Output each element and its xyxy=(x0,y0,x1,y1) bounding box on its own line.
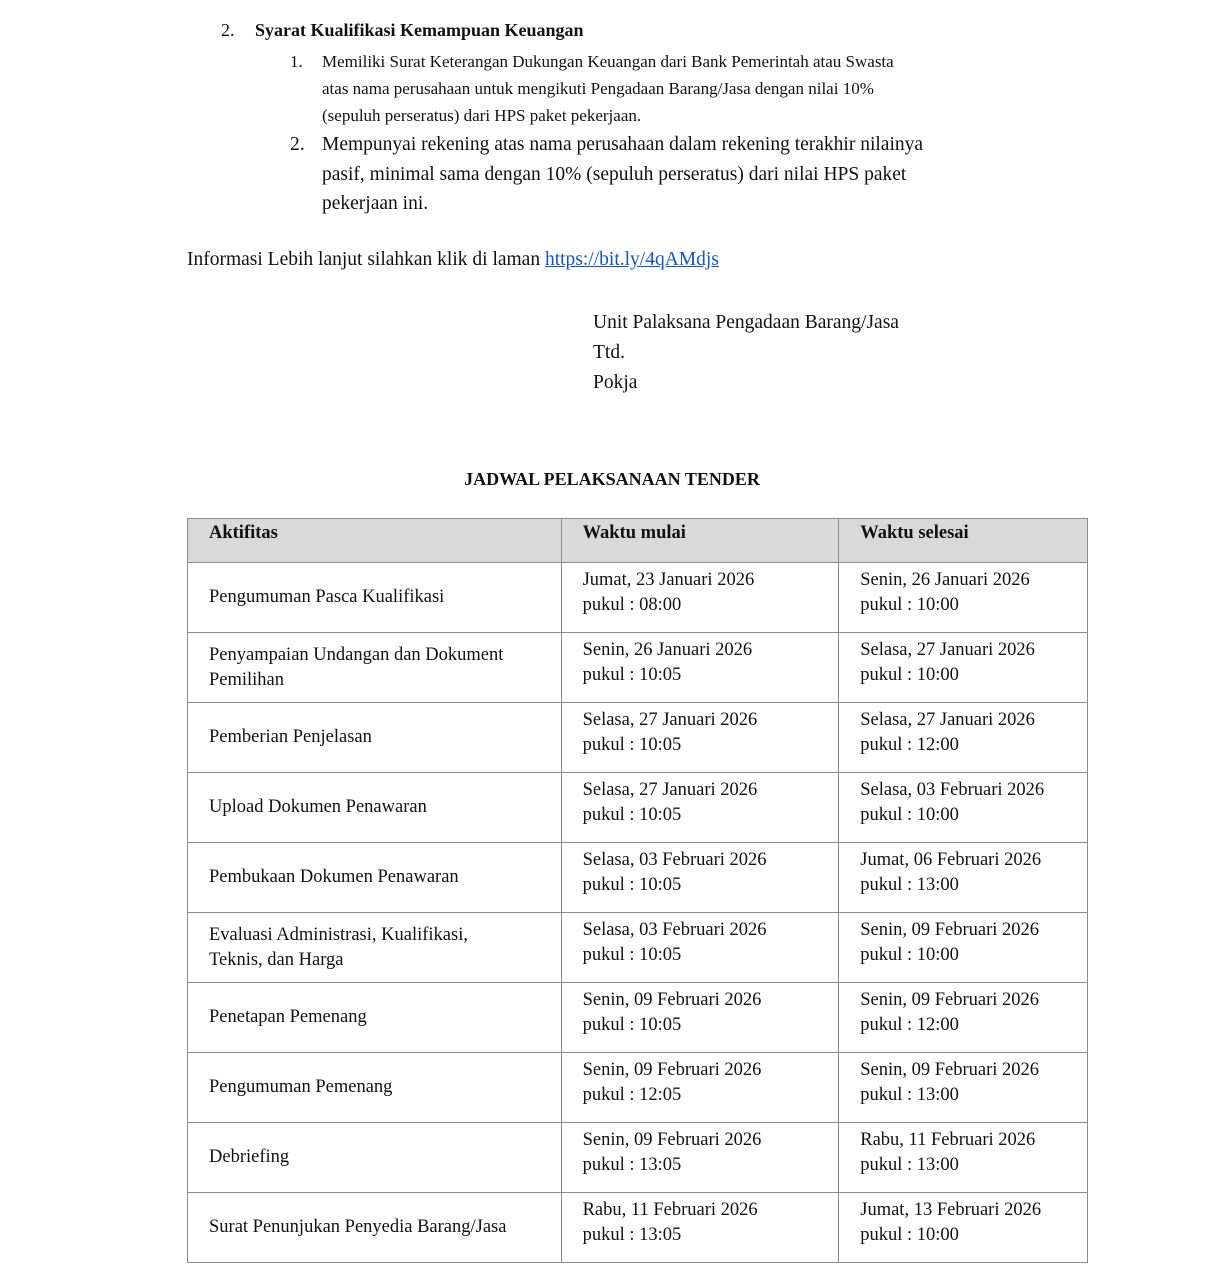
end-time-cell-line: Jumat, 13 Februari 2026 xyxy=(860,1200,1042,1220)
end-time-cell-line: Selasa, 27 Januari 2026 xyxy=(860,640,1035,660)
table-row xyxy=(188,983,1088,1053)
activity-cell xyxy=(188,843,562,913)
table-row xyxy=(188,563,1088,633)
activity-cell xyxy=(188,703,562,773)
start-time-cell-line: Selasa, 27 Januari 2026 xyxy=(582,780,758,800)
activity-cell-line: Pengumuman Pasca Kualifikasi xyxy=(209,587,445,607)
schedule-body xyxy=(188,563,1088,1263)
end-time-cell-line: pukul : 13:00 xyxy=(860,1085,959,1105)
info-link[interactable]: https://bit.ly/4qAMdjs xyxy=(544,249,719,270)
list-item-number: 1. xyxy=(290,52,303,71)
activity-cell-line: Pembukaan Dokumen Penawaran xyxy=(209,867,459,887)
end-time-cell-line: Senin, 09 Februari 2026 xyxy=(860,990,1040,1010)
end-time-cell-line: Rabu, 11 Februari 2026 xyxy=(860,1130,1036,1150)
start-time-cell-line: pukul : 13:05 xyxy=(582,1225,682,1245)
end-time-cell xyxy=(839,703,1088,773)
end-time-cell-line: pukul : 10:00 xyxy=(860,595,959,615)
start-time-cell-line: pukul : 08:00 xyxy=(582,595,682,615)
start-time-cell xyxy=(561,703,839,773)
end-time-cell-line: Selasa, 27 Januari 2026 xyxy=(860,710,1035,730)
activity-cell-line: Surat Penunjukan Penyedia Barang/Jasa xyxy=(209,1217,507,1237)
signature-unit: Unit Palaksana Pengadaan Barang/Jasa xyxy=(593,312,899,333)
end-time-cell xyxy=(839,1053,1088,1123)
start-time-cell-line: Senin, 09 Februari 2026 xyxy=(582,1060,762,1080)
start-time-cell xyxy=(561,563,839,633)
column-header-end: Waktu selesai xyxy=(839,519,1088,563)
activity-cell xyxy=(188,633,562,703)
list-item-text xyxy=(322,130,1042,219)
start-time-cell-line: Selasa, 03 Februari 2026 xyxy=(582,850,767,870)
start-time-cell xyxy=(561,1193,839,1263)
end-time-cell-line: pukul : 13:00 xyxy=(860,1155,959,1175)
end-time-cell-line: Senin, 09 Februari 2026 xyxy=(860,920,1040,940)
start-time-cell xyxy=(561,983,839,1053)
start-time-cell-line: Senin, 26 Januari 2026 xyxy=(582,640,753,660)
start-time-cell-line: pukul : 10:05 xyxy=(582,665,682,685)
activity-cell xyxy=(188,1053,562,1123)
list-item-text xyxy=(322,48,1042,129)
start-time-cell-line: pukul : 10:05 xyxy=(582,735,682,755)
start-time-cell-line: pukul : 10:05 xyxy=(582,875,682,895)
end-time-cell xyxy=(839,843,1088,913)
table-header-row xyxy=(188,519,1088,563)
start-time-cell xyxy=(561,773,839,843)
table-row xyxy=(188,913,1088,983)
end-time-cell-line: Senin, 26 Januari 2026 xyxy=(860,570,1030,590)
list-item-line: pekerjaan ini. xyxy=(322,193,429,214)
schedule-table xyxy=(187,518,1088,1263)
activity-cell-line: Pemilihan xyxy=(209,669,285,690)
activity-cell xyxy=(188,773,562,843)
section-number: 2. xyxy=(221,20,235,40)
start-time-cell xyxy=(561,1053,839,1123)
section-title: Syarat Kualifikasi Kemampuan Keuangan xyxy=(255,20,584,40)
start-time-cell-line: Selasa, 27 Januari 2026 xyxy=(582,710,758,730)
start-time-cell-line: Senin, 09 Februari 2026 xyxy=(582,1130,762,1150)
start-time-cell xyxy=(561,913,839,983)
activity-cell-line: Debriefing xyxy=(209,1147,290,1167)
end-time-cell-line: pukul : 10:00 xyxy=(860,665,959,685)
info-line xyxy=(187,249,719,271)
table-row xyxy=(188,703,1088,773)
end-time-cell-line: pukul : 10:00 xyxy=(860,1225,959,1245)
end-time-cell-line: Jumat, 06 Februari 2026 xyxy=(860,850,1042,870)
activity-cell xyxy=(188,563,562,633)
end-time-cell xyxy=(839,773,1088,843)
start-time-cell-line: Jumat, 23 Januari 2026 xyxy=(582,570,755,590)
end-time-cell-line: Senin, 09 Februari 2026 xyxy=(860,1060,1040,1080)
signature-ttd: Ttd. xyxy=(593,342,625,363)
start-time-cell-line: pukul : 10:05 xyxy=(582,1015,682,1035)
start-time-cell-line: pukul : 13:05 xyxy=(582,1155,682,1175)
end-time-cell-line: pukul : 13:00 xyxy=(860,875,959,895)
end-time-cell-line: Selasa, 03 Februari 2026 xyxy=(860,780,1045,800)
activity-cell xyxy=(188,983,562,1053)
start-time-cell-line: pukul : 12:05 xyxy=(582,1085,682,1105)
column-header-activity: Aktifitas xyxy=(188,519,562,563)
activity-cell-line: Evaluasi Administrasi, Kualifikasi, xyxy=(209,924,468,945)
end-time-cell xyxy=(839,913,1088,983)
schedule-title: JADWAL PELAKSANAAN TENDER xyxy=(464,469,760,489)
end-time-cell xyxy=(839,563,1088,633)
activity-cell-line: Pengumuman Pemenang xyxy=(209,1077,393,1097)
end-time-cell xyxy=(839,983,1088,1053)
activity-cell-line: Penetapan Pemenang xyxy=(209,1007,367,1027)
info-text: Informasi Lebih lanjut silahkan klik di laman xyxy=(187,249,545,270)
activity-cell-line: Penyampaian Undangan dan Dokument xyxy=(209,644,504,665)
activity-cell-line: Upload Dokumen Penawaran xyxy=(209,797,427,817)
table-row xyxy=(188,633,1088,703)
end-time-cell xyxy=(839,633,1088,703)
table-row xyxy=(188,843,1088,913)
start-time-cell-line: Senin, 09 Februari 2026 xyxy=(582,990,762,1010)
table-row xyxy=(188,1053,1088,1123)
start-time-cell-line: pukul : 10:05 xyxy=(582,805,682,825)
activity-cell-line: Teknis, dan Harga xyxy=(209,949,344,970)
table-row xyxy=(188,773,1088,843)
list-item-number: 2. xyxy=(290,134,305,155)
start-time-cell-line: pukul : 10:05 xyxy=(582,945,682,965)
end-time-cell-line: pukul : 12:00 xyxy=(860,1015,959,1035)
list-item-line: (sepuluh perseratus) dari HPS paket pekerjaan. xyxy=(322,106,642,125)
start-time-cell xyxy=(561,633,839,703)
activity-cell xyxy=(188,1123,562,1193)
activity-cell xyxy=(188,1193,562,1263)
end-time-cell-line: pukul : 10:00 xyxy=(860,945,959,965)
end-time-cell xyxy=(839,1123,1088,1193)
end-time-cell-line: pukul : 12:00 xyxy=(860,735,959,755)
end-time-cell-line: pukul : 10:00 xyxy=(860,805,959,825)
activity-cell-line: Pemberian Penjelasan xyxy=(209,727,372,747)
table-row xyxy=(188,1193,1088,1263)
list-item-line: Memiliki Surat Keterangan Dukungan Keuangan dari Bank Pemerintah atau Swasta xyxy=(322,52,894,71)
end-time-cell xyxy=(839,1193,1088,1263)
signature-block xyxy=(593,308,899,398)
activity-cell xyxy=(188,913,562,983)
start-time-cell-line: Rabu, 11 Februari 2026 xyxy=(582,1200,758,1220)
start-time-cell-line: Selasa, 03 Februari 2026 xyxy=(582,920,767,940)
start-time-cell xyxy=(561,843,839,913)
list-item-line: pasif, minimal sama dengan 10% (sepuluh perseratus) dari nilai HPS paket xyxy=(322,163,907,185)
table-row xyxy=(188,1123,1088,1193)
list-item-line: atas nama perusahaan untuk mengikuti Pengadaan Barang/Jasa dengan nilai 10% xyxy=(322,79,874,98)
start-time-cell xyxy=(561,1123,839,1193)
signature-pokja: Pokja xyxy=(593,372,638,393)
column-header-start: Waktu mulai xyxy=(561,519,839,563)
list-item-line: Mempunyai rekening atas nama perusahaan dalam rekening terakhir nilainya xyxy=(322,134,924,155)
